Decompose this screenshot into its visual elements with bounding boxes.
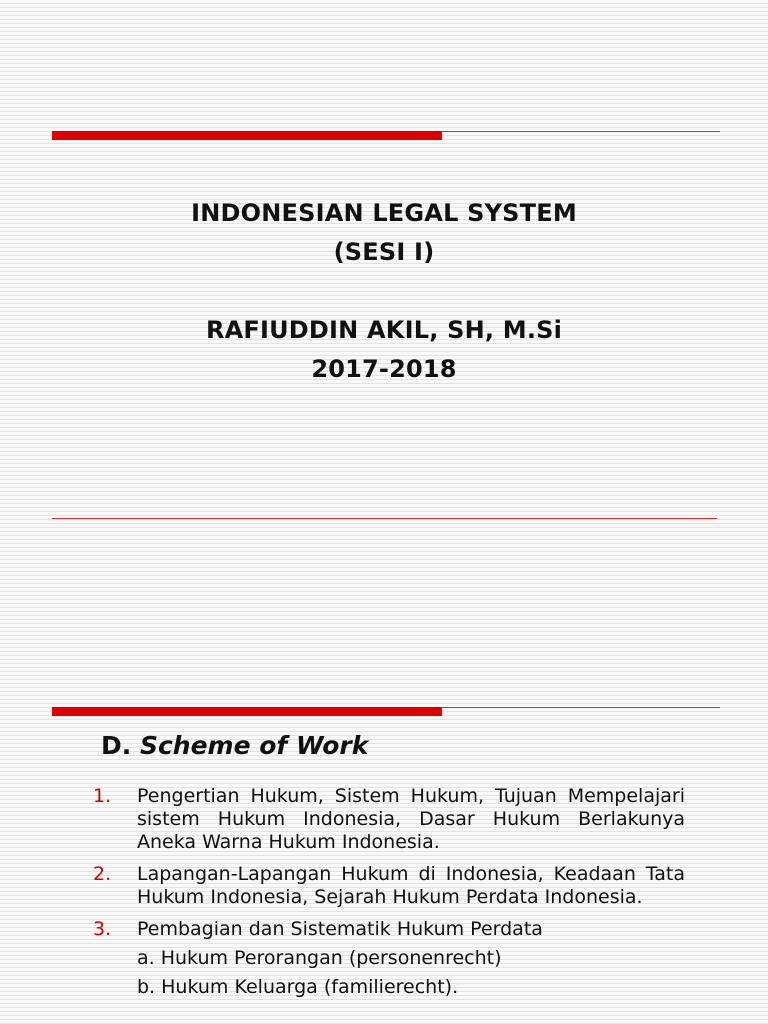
accent-bar-thin-2 [442, 707, 720, 708]
title-block [0, 194, 768, 272]
academic-year: 2017-2018 [311, 355, 457, 383]
heading-letter: D. [101, 731, 132, 760]
sub-item: a. Hukum Perorangan (personenrecht) [137, 947, 502, 969]
list-item [93, 863, 685, 909]
accent-bar-thin [442, 131, 720, 132]
item-text: Pembagian dan Sistematik Hukum Perdata [137, 918, 543, 940]
author-block [0, 311, 768, 389]
author-name: RAFIUDDIN AKIL, SH, M.Si [205, 316, 563, 344]
item-text: Pengertian Hukum, Sistem Hukum, Tujuan Mempelajari sistem Hukum Indonesia, Dasar Hukum Berlakunya Aneka Warna Hukum Indonesia. [137, 785, 685, 853]
title-line-2: (SESI I) [333, 238, 435, 266]
accent-bar-thick [52, 131, 442, 140]
item-number: 3. [93, 918, 112, 940]
item-number: 1. [93, 785, 112, 807]
heading-phrase: Scheme of Work [139, 731, 369, 760]
sub-item: b. Hukum Keluarga (familierecht). [137, 976, 459, 998]
title-line-1: INDONESIAN LEGAL SYSTEM [191, 199, 577, 227]
scheme-list [93, 785, 685, 1005]
item-number: 2. [93, 863, 112, 885]
list-item [93, 918, 685, 941]
section-heading [101, 729, 368, 763]
list-item [93, 785, 685, 854]
slide-divider [52, 518, 717, 519]
accent-bar-thick-2 [52, 707, 442, 716]
item-text: Lapangan-Lapangan Hukum di Indonesia, Keadaan Tata Hukum Indonesia, Sejarah Hukum Perdata Indonesia. [137, 863, 685, 908]
